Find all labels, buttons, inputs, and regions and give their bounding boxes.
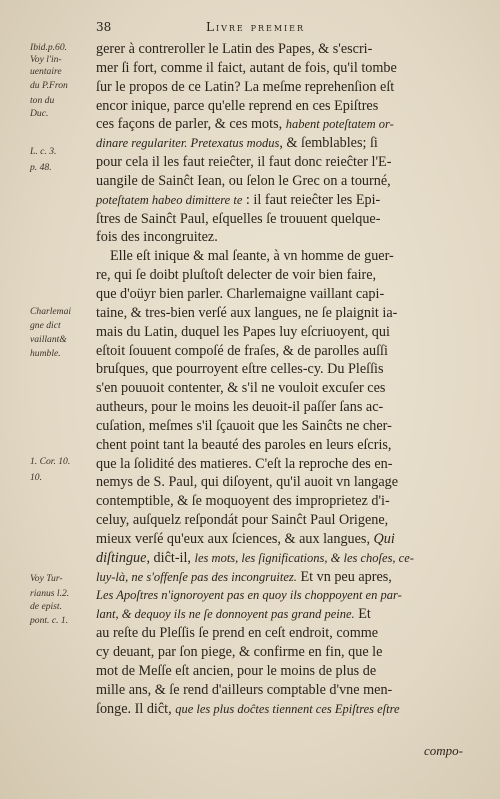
text-line — [96, 172, 471, 191]
text-line — [96, 700, 471, 719]
text-line — [96, 586, 471, 605]
text-segment: Elle eſt inique & mal ſeante, à vn homme de guer- — [110, 248, 394, 265]
text-segment: taine, & tres-bien verſé aux langues, ne ſe plaignit ia- — [96, 304, 398, 321]
margin-note: 10. — [30, 472, 42, 483]
text-segment: mer ſi fort, comme il faict, autant de fois, qu'il tombe — [96, 59, 397, 76]
text-line — [96, 681, 471, 700]
text-segment: Et — [354, 606, 371, 623]
text-line — [96, 304, 471, 323]
text-line — [96, 436, 471, 455]
text-line — [96, 342, 471, 361]
margin-note: Voy l'in- — [30, 54, 62, 65]
text-line — [96, 417, 471, 436]
text-segment: re, qui ſe doibt pluſtoſt delecter de voir bien faire, — [96, 267, 377, 284]
text-line — [96, 379, 471, 398]
text-segment: Et vn peu apres, — [296, 568, 392, 585]
margin-note: rianus l.2. — [30, 588, 70, 599]
text-segment: ſtres de Sainĉt Paul, eſquelles ſe trouuent quelque- — [96, 210, 381, 227]
text-line — [96, 285, 471, 304]
margin-note: de epist. — [30, 601, 62, 612]
text-line — [96, 511, 471, 530]
text-segment: s'en pouuoit contenter, & s'il ne vouloit excuſer ces — [96, 380, 386, 397]
text-segment: gerer à contreroller le Latin des Papes, & s'escri- — [96, 41, 373, 57]
text-segment: ſonge. Il diĉt, — [96, 700, 176, 717]
text-line — [96, 134, 471, 153]
text-segment: uangile de Sainĉt Iean, ou ſelon le Grec on a tourné, — [96, 172, 391, 189]
margin-note: pont. c. 1. — [30, 615, 69, 626]
margin-note: gne dict — [30, 320, 61, 331]
text-segment: que la ſolidité des matieres. C'eſt la reproche des en- — [96, 455, 393, 472]
text-segment: contemptible, & ſe moquoyent des improprietez d'i- — [96, 493, 390, 510]
italic-segment: habent poteſtatem or- — [285, 117, 394, 132]
text-line — [96, 228, 471, 247]
text-segment: au reſte du Pleſſis ſe prend en ceſt endroit, comme — [96, 625, 379, 642]
italic-segment: les mots, les ſignifications, & les choſes, ce- — [194, 550, 414, 565]
body-text — [96, 40, 471, 718]
margin-note: 1. Cor. 10. — [30, 456, 71, 467]
margin-note: Charlemai — [30, 306, 72, 317]
text-line — [96, 662, 471, 681]
margin-note: L. c. 3. — [30, 146, 57, 157]
text-segment: chent point tant la beauté des paroles en leurs eſcris, — [96, 436, 392, 453]
margin-note: Voy Tur- — [30, 573, 63, 584]
text-segment: pour cela il les faut reieĉter, il faut donc reieĉter l'E- — [96, 154, 392, 171]
italic-segment: luy-là, ne s'offenſe pas des incongruitez. — [96, 569, 297, 584]
text-line — [96, 266, 471, 285]
text-line — [96, 360, 471, 379]
text-segment: mais du Latin, duquel les Papes luy eſcriuoyent, qui — [96, 323, 390, 340]
italic-segment: lant, & dequoy ils ne ſe donnoyent pas grand peine. — [96, 607, 355, 622]
text-segment: encor inique, parce qu'elle reprend en ces Epiſtres — [96, 97, 379, 114]
text-segment: cuſation, meſmes s'il ſçauoit que les Sainĉts ne cher- — [96, 417, 392, 434]
page-number: 38 — [96, 20, 112, 34]
text-line — [96, 153, 471, 172]
text-line — [96, 97, 471, 116]
italic-segment: dinare regulariter. Pretexatus modus — [96, 136, 280, 151]
text-segment: autheurs, pour le moins les deuoit-il paſſer ſans ac- — [96, 399, 384, 416]
text-segment: , diĉt-il, — [146, 549, 195, 566]
text-line — [96, 455, 471, 474]
margin-note: uentaire — [30, 66, 62, 77]
text-segment: fois des incongruitez. — [96, 229, 218, 246]
margin-note: Ibid.p.60. — [30, 42, 68, 53]
text-line — [96, 530, 471, 549]
margin-note: Duc. — [30, 108, 49, 119]
page-header — [96, 20, 458, 36]
text-segment: cy deuant, par ſon piege, & confirme en fin, que le — [96, 644, 383, 660]
text-line — [96, 549, 471, 568]
text-segment: nemys de S. Paul, qui diſoyent, qu'il auoit vn langage — [96, 474, 399, 491]
text-line — [96, 247, 471, 266]
margin-note: humble. — [30, 348, 61, 359]
text-segment: eſtoit ſouuent compoſé de fraſes, & de parolles auſſi — [96, 342, 388, 359]
text-line — [96, 40, 471, 59]
text-segment: bruſques, que pourroyent eſtre celles-cy. Du Pleſſis — [96, 361, 384, 378]
text-line — [96, 492, 471, 511]
text-line — [96, 624, 471, 643]
margin-note: ton du — [30, 95, 55, 106]
italic-segment: diſtingue — [96, 549, 147, 566]
text-segment: : il faut reieĉter les Epi- — [242, 191, 381, 208]
text-segment: que d'oüyr bien parler. Charlemaigne vaillant capi- — [96, 285, 385, 302]
catchword: compo- — [424, 743, 463, 758]
margin-note: du P.Fron — [30, 80, 68, 91]
text-segment: ces façons de parler, & ces mots, — [96, 116, 286, 133]
text-segment: , & ſemblables; ſi — [279, 135, 378, 152]
text-line — [96, 115, 471, 134]
italic-segment: Les Apoſtres n'ignoroyent pas en quoy ils choppoyent en par- — [96, 588, 402, 603]
text-line — [96, 568, 471, 587]
text-line — [96, 59, 471, 78]
italic-segment: que les plus doĉtes tiennent ces Epiſtres eſtre — [175, 701, 400, 716]
text-segment: ſur le propos de ce Latin? La meſme reprehenſion eſt — [96, 78, 395, 95]
text-line — [96, 473, 471, 492]
text-segment: mille ans, & ſe rend d'ailleurs comptable d'vne men- — [96, 681, 393, 698]
margin-note: vaillant& — [30, 334, 67, 345]
text-line — [96, 191, 471, 210]
text-line — [96, 210, 471, 229]
margin-note: p. 48. — [30, 162, 52, 173]
text-line — [96, 643, 471, 662]
text-segment: mieux verſé qu'eux aux ſciences, & aux langues, — [96, 530, 374, 547]
text-line — [96, 398, 471, 417]
text-segment: mot de Meſſe eſt ancien, pour le moins de plus de — [96, 662, 377, 679]
italic-segment: poteſtatem habeo dimittere te — [96, 192, 243, 207]
text-line — [96, 78, 471, 97]
italic-segment: Qui — [373, 530, 395, 547]
text-line — [96, 605, 471, 624]
running-title: Livre premier — [206, 20, 306, 34]
text-segment: celuy, auſquelz reſpondát pour Sainĉt Paul Origene, — [96, 512, 389, 529]
text-line — [96, 323, 471, 342]
